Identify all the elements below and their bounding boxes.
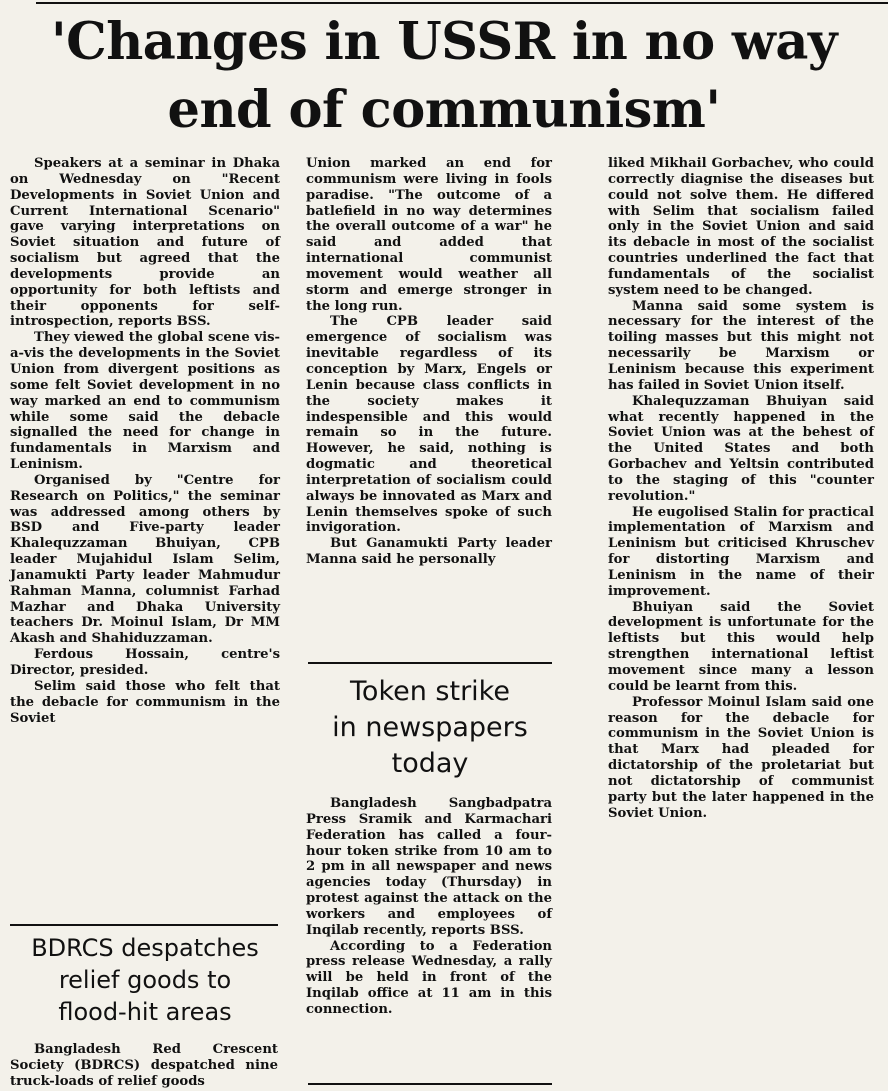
- article-paragraph: Speakers at a seminar in Dhaka on Wednesday on "Recent Developments in Soviet Union and Current International Scenario" gave varying interpretations on Soviet situation and future of socialism but agreed that the developments provide an opportunity for both leftists and their opponents for self-introspection, reports BSS.: [10, 156, 280, 330]
- token-strike-paragraph: Bangladesh Sangbadpatra Press Sramik and Karmachari Federation has called a four-hour token strike from 10 am to 2 pm in all newspaper and news agencies today (Thursday) in protest against the attack on the workers and employees of Inqilab recently, reports BSS.: [306, 796, 552, 938]
- headline-line-1: 'Changes in USSR in no way: [51, 12, 837, 72]
- article-paragraph: They viewed the global scene vis-a-vis the developments in the Soviet Union from divergent positions as some felt Soviet development in no way marked an end to communism while some said the debacle signalled the need for change in fundamentals in Marxism and Leninism.: [10, 330, 280, 473]
- article-paragraph: The CPB leader said emergence of socialism was inevitable regardless of its conception by Marx, Engels or Lenin because class conflicts in the society makes it indespensible and this would remain so in the future. However, he said, nothing is dogmatic and theoretical interpretation of socialism could always be innovated as Marx and Lenin themselves spoke of such invigoration.: [306, 314, 552, 536]
- bdrcs-headline-line-3: flood-hit areas: [58, 998, 232, 1026]
- token-strike-headline: [300, 674, 560, 782]
- article-paragraph: liked Mikhail Gorbachev, who could correctly diagnise the diseases but could not solve them. He differed with Selim that socialism failed only in the Soviet Union and said its debacle in most of the socialist countries underlined the fact that fundamentals of the socialist system need to be changed.: [608, 156, 874, 298]
- article-paragraph: Manna said some system is necessary for the interest of the toiling masses but this might not necessarily be Marxism or Leninism because this experiment has failed in Soviet Union itself.: [608, 298, 874, 393]
- token-strike-body: [306, 796, 552, 1018]
- token-strike-headline-line-1: Token strike: [350, 676, 510, 707]
- article-paragraph: He eugolised Stalin for practical implementation of Marxism and Leninism but criticised Khruschev for distorting Marxism and Leninism in the name of their improvement.: [608, 504, 874, 599]
- article-paragraph: Bhuiyan said the Soviet development is unfortunate for the leftists but this would help strengthen international leftist movement since many a lesson could be learnt from this.: [608, 599, 874, 694]
- token-strike-bottom-rule: [308, 1083, 552, 1085]
- article-paragraph: Professor Moinul Islam said one reason for the debacle for communism in the Soviet Union is that Marx had pleaded for dictatorship of the proletariat but not dictatorship of communist party but the later happened in the Soviet Union.: [608, 694, 874, 821]
- article-column-2: [306, 156, 552, 568]
- token-strike-headline-line-2: in newspapers: [332, 712, 528, 743]
- top-rule: [36, 2, 888, 4]
- token-strike-headline-line-3: today: [391, 748, 469, 779]
- article-paragraph: Organised by "Centre for Research on Politics," the seminar was addressed among others by BSD and Five-party leader Khalequzzaman Bhuiyan, CPB leader Mujahidul Islam Selim, Janamukti Party leader Mahmudur Rahman Manna, columnist Farhad Mazhar and Dhaka University teachers Dr. Moinul Islam, Dr MM Akash and Shahiduzzaman.: [10, 472, 280, 647]
- article-paragraph: Union marked an end for communism were living in fools paradise. "The outcome of a batlefield in no way determines the overall outcome of a war" he said and added that international communist movement would weather all storm and emerge stronger in the long run.: [306, 156, 552, 314]
- article-paragraph: But Ganamukti Party leader Manna said he personally: [306, 536, 552, 568]
- article-column-3: [608, 156, 874, 821]
- headline-line-2: end of communism': [167, 80, 721, 140]
- token-strike-top-rule: [308, 662, 552, 664]
- bdrcs-headline-line-1: BDRCS despatches: [31, 934, 259, 962]
- bdrcs-paragraph: Bangladesh Red Crescent Society (BDRCS) despatched nine truck-loads of relief goods: [10, 1042, 278, 1089]
- token-strike-paragraph: According to a Federation press release Wednesday, a rally will be held in front of the Inqilab office at 11 am in this connection.: [306, 938, 552, 1017]
- bdrcs-headline-line-2: relief goods to: [58, 966, 232, 994]
- article-column-1: [10, 156, 280, 726]
- article-paragraph: Selim said those who felt that the debacle for communism in the Soviet: [10, 678, 280, 726]
- headline: [0, 8, 888, 144]
- article-paragraph: Khalequzzaman Bhuiyan said what recently happened in the Soviet Union was at the behest of the United States and both Gorbachev and Yeltsin contributed to the staging of this "counter revolution.": [608, 393, 874, 504]
- bdrcs-top-rule: [10, 924, 278, 926]
- bdrcs-headline: [6, 932, 284, 1028]
- article-paragraph: Ferdous Hossain, centre's Director, presided.: [10, 647, 280, 678]
- bdrcs-body: [10, 1042, 278, 1090]
